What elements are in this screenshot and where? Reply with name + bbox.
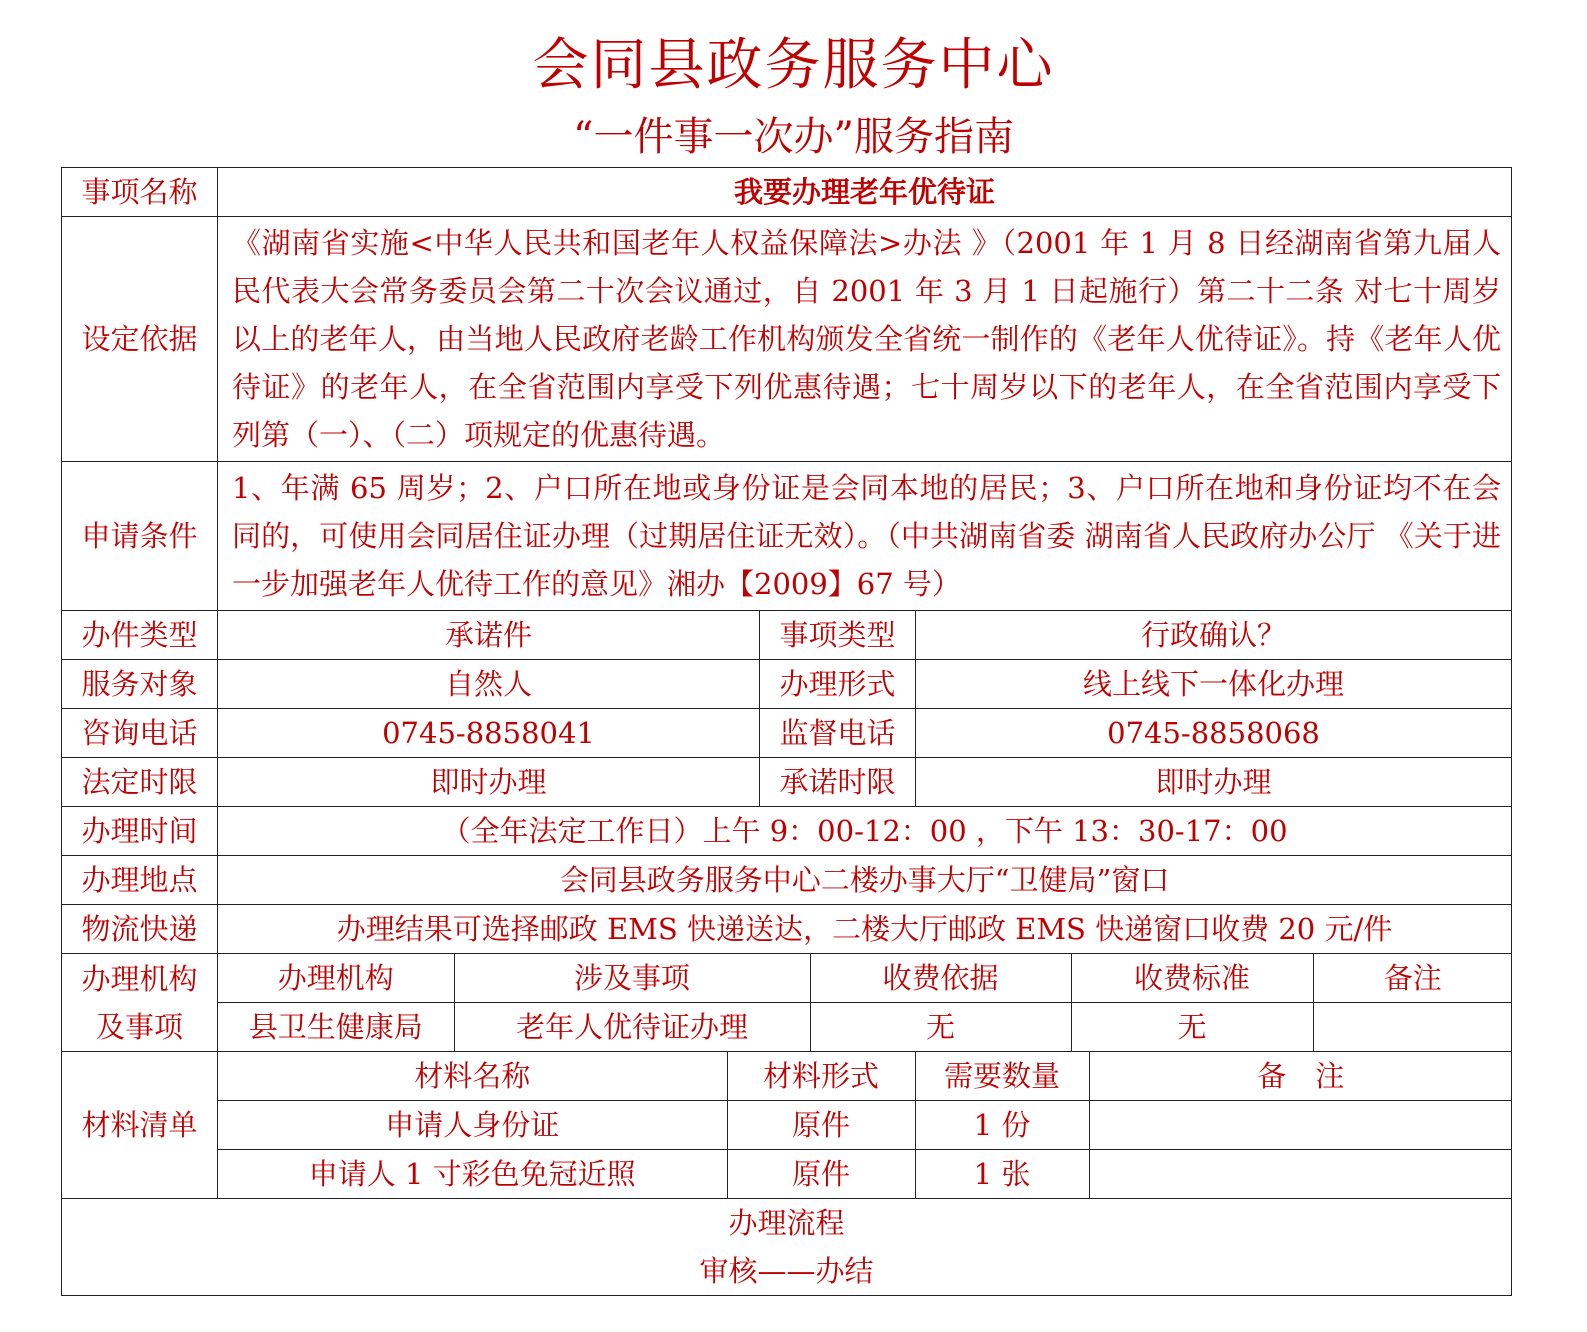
agency-col-matter: 涉及事项 xyxy=(454,954,810,1003)
agency-label-line-2: 及事项 xyxy=(95,1009,183,1044)
service-target-value: 自然人 xyxy=(218,660,760,709)
agency-subtable-cell xyxy=(218,954,1512,1052)
consult-phone-value: 0745-8858041 xyxy=(218,709,760,758)
materials-header-row xyxy=(218,1052,1512,1101)
case-type-label: 办件类型 xyxy=(62,611,218,660)
item-name-value: 我要办理老年优待证 xyxy=(218,168,1512,217)
supervise-phone-label: 监督电话 xyxy=(760,709,916,758)
row-delivery xyxy=(62,905,1512,954)
promise-limit-value: 即时办理 xyxy=(916,758,1512,807)
row-conditions xyxy=(62,462,1512,611)
row-process xyxy=(62,1199,1512,1296)
material-quantity: 1 张 xyxy=(915,1150,1089,1199)
item-type-label: 事项类型 xyxy=(760,611,916,660)
delivery-label: 物流快递 xyxy=(62,905,218,954)
service-target-label: 服务对象 xyxy=(62,660,218,709)
material-form: 原件 xyxy=(727,1101,915,1150)
row-agency xyxy=(62,954,1512,1052)
materials-col-form: 材料形式 xyxy=(727,1052,915,1101)
case-type-value: 承诺件 xyxy=(218,611,760,660)
basis-label: 设定依据 xyxy=(62,217,218,462)
handling-form-value: 线上线下一体化办理 xyxy=(916,660,1512,709)
agency-subtable xyxy=(218,954,1512,1051)
row-hours xyxy=(62,807,1512,856)
delivery-value: 办理结果可选择邮政 EMS 快递送达，二楼大厅邮政 EMS 快递窗口收费 20 元/件 xyxy=(218,905,1512,954)
row-item-name xyxy=(62,168,1512,217)
agency-col-org: 办理机构 xyxy=(218,954,454,1003)
agency-col-remark: 备注 xyxy=(1313,954,1512,1003)
location-label: 办理地点 xyxy=(62,856,218,905)
table-row xyxy=(218,1150,1512,1199)
materials-col-quantity: 需要数量 xyxy=(915,1052,1089,1101)
agency-col-fee-standard: 收费标准 xyxy=(1071,954,1313,1003)
agency-label-line-1: 办理机构 xyxy=(81,961,198,996)
material-quantity: 1 份 xyxy=(915,1101,1089,1150)
hours-label: 办理时间 xyxy=(62,807,218,856)
service-guide-table xyxy=(61,167,1512,1296)
legal-limit-value: 即时办理 xyxy=(218,758,760,807)
item-type-value: 行政确认？ xyxy=(916,611,1512,660)
material-form: 原件 xyxy=(727,1150,915,1199)
agency-fee-basis-value: 无 xyxy=(810,1003,1071,1052)
row-basis xyxy=(62,217,1512,462)
conditions-text: 1、年满 65 周岁；2、户口所在地或身份证是会同本地的居民；3、户口所在地和身份证均不在会同的，可使用会同居住证办理（过期居住证无效）。（中共湖南省委 湖南省人民政府办公厅 《关于进一步加强老年人优待工作的意见》湘办【2009】67 号） xyxy=(218,462,1512,611)
hours-value: （全年法定工作日）上午 9：00-12：00 ，下午 13：30-17：00 xyxy=(218,807,1512,856)
handling-form-label: 办理形式 xyxy=(760,660,916,709)
page-subtitle: “一件事一次办”服务指南 xyxy=(573,114,1014,160)
process-steps: 审核——办结 xyxy=(699,1254,874,1288)
agency-fee-standard-value: 无 xyxy=(1071,1003,1313,1052)
materials-subtable-cell xyxy=(218,1052,1512,1199)
location-value: 会同县政务服务中心二楼办事大厅“卫健局”窗口 xyxy=(218,856,1512,905)
materials-col-remark: 备 注 xyxy=(1089,1052,1512,1101)
agency-col-fee-basis: 收费依据 xyxy=(810,954,1071,1003)
process-title: 办理流程 xyxy=(728,1206,845,1240)
table-row xyxy=(218,1101,1512,1150)
materials-label: 材料清单 xyxy=(62,1052,218,1199)
page-title: 会同县政务服务中心 xyxy=(532,33,1055,98)
agency-matter-value: 老年人优待证办理 xyxy=(454,1003,810,1052)
item-name-label: 事项名称 xyxy=(62,168,218,217)
agency-header-row xyxy=(218,954,1512,1003)
legal-limit-label: 法定时限 xyxy=(62,758,218,807)
material-name: 申请人 1 寸彩色免冠近照 xyxy=(218,1150,727,1199)
basis-text: 《湖南省实施<中华人民共和国老年人权益保障法>办法 》（2001 年 1 月 8 日经湖南省第九届人民代表大会常务委员会第二十次会议通过，自 2001 年 3 月 1 日起施行）第二十二条 对七十周岁以上的老年人，由当地人民政府老龄工作机构颁发全省统一制作的《老年人优待证》。持《老年人优待证》的老年人，在全省范围内享受下列优惠待遇；七十周岁以下的老年人，在全省范围内享受下列第（一）、（二）项规定的优惠待遇。 xyxy=(218,217,1512,462)
agency-data-row xyxy=(218,1003,1512,1052)
material-remark xyxy=(1089,1150,1512,1199)
row-pair-1 xyxy=(62,611,1512,660)
row-location xyxy=(62,856,1512,905)
row-pair-3 xyxy=(62,709,1512,758)
consult-phone-label: 咨询电话 xyxy=(62,709,218,758)
agency-label xyxy=(62,954,218,1052)
materials-col-name: 材料名称 xyxy=(218,1052,727,1101)
agency-org-value: 县卫生健康局 xyxy=(218,1003,454,1052)
row-materials xyxy=(62,1052,1512,1199)
row-pair-4 xyxy=(62,758,1512,807)
material-remark xyxy=(1089,1101,1512,1150)
supervise-phone-value: 0745-8858068 xyxy=(916,709,1512,758)
conditions-label: 申请条件 xyxy=(62,462,218,611)
row-pair-2 xyxy=(62,660,1512,709)
agency-remark-value xyxy=(1313,1003,1512,1052)
materials-subtable xyxy=(218,1052,1512,1198)
material-name: 申请人身份证 xyxy=(218,1101,727,1150)
promise-limit-label: 承诺时限 xyxy=(760,758,916,807)
process-cell xyxy=(62,1199,1512,1296)
